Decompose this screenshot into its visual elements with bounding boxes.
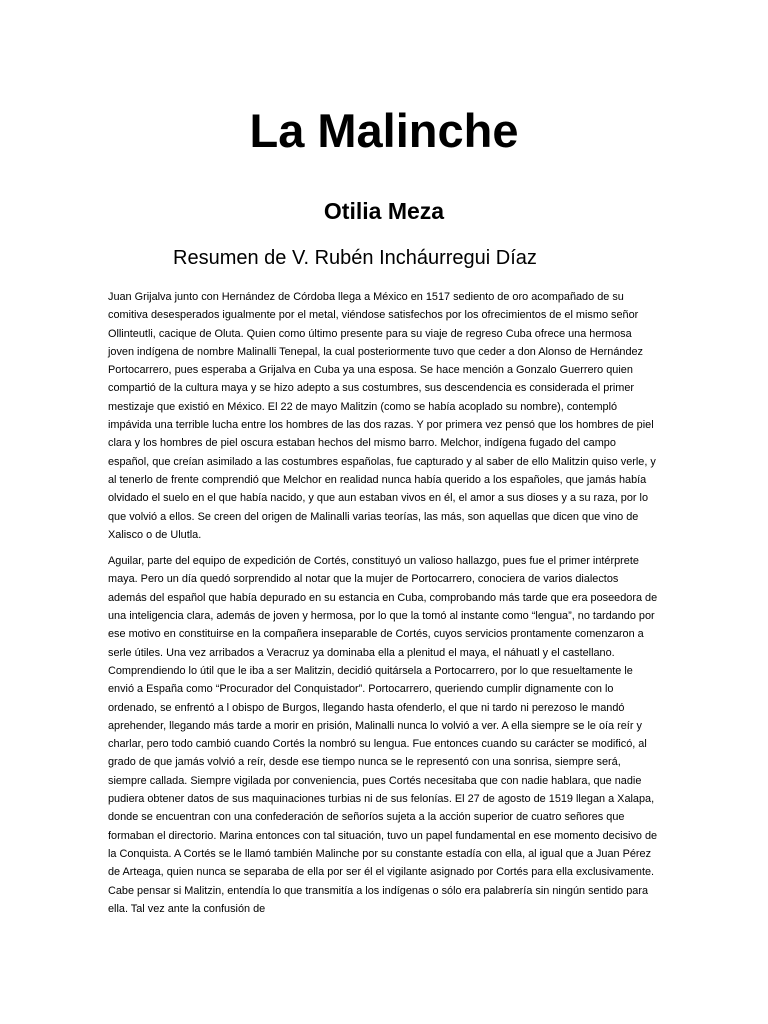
document-title: La Malinche [249,104,519,157]
document-body [108,288,660,918]
document-author: Otilia Meza [323,198,445,224]
paragraph-2: Aguilar, parte del equipo de expedición de Cortés, constituyó un valioso hallazgo, pues fue el primer intérprete maya. Pero un día quedó sorprendido al notar que la mujer de Portocarrero, conociera de varios dialectos además del español que había depurado en su estancia en Cuba, comprobando más tarde que era poseedora de una inteligencia clara, además de joven y hermosa, por lo que la tomó al instante como “lengua”, no tardando por ese motivo en constituirse en la compañera inseparable de Cortés, cuyos servicios prontamente comenzaron a serle útiles. Una vez arribados a Veracruz ya dominaba ella a plenitud el maya, el náhuatl y el castellano. Comprendiendo lo útil que le iba a ser Malitzin, decidió quitársela a Portocarrero, por lo que resueltamente le envió a España como “Procurador del Conquistador”. Portocarrero, queriendo cumplir dignamente con lo ordenado, se enfrentó a l obispo de Burgos, llegando hasta ofenderlo, el que ni tardo ni perezoso le mandó aprehender, llegando más tarde a morir en prisión, Malinalli nunca lo volvió a ver. A ella siempre se le oía reír y charlar, pero todo cambió cuando Cortés la nombró su lengua. Fue entonces cuando su carácter se modificó, al grado de que jamás volvió a reír, desde ese tiempo nunca se le representó con una sonrisa, siempre será, siempre callada. Siempre vigilada por conveniencia, pues Cortés necesitaba que con nadie hablara, que nadie pudiera obtener datos de sus maquinaciones turbias ni de sus felonías. El 27 de agosto de 1519 llegan a Xalapa, donde se encuentran con una confederación de señoríos sujeta a la acción superior de cuatro señores que formaban el directorio. Marina entonces con tal situación, tuvo un papel fundamental en ese momento decisivo de la Conquista. A Cortés se le llamó también Malinche por su constante estadía con ella, al igual que a Juan Pérez de Arteaga, quien nunca se separaba de ella por ser él el vigilante asignado por Cortés para ella exclusivamente. Cabe pensar si Malitzin, entendía lo que transmitía a los indígenas o sólo era palabrería sin ningún sentido para ella. Tal vez ante la confusión de [108,555,658,915]
paragraph-1: Juan Grijalva junto con Hernández de Córdoba llega a México en 1517 sediento de oro acompañado de su comitiva desesperados igualmente por el metal, viéndose satisfechos por los ofrecimientos de el mismo señor Ollinteutli, cacique de Oluta. Quien como último presente para su viaje de regreso Cuba ofrece una hermosa joven indígena de nombre Malinalli Tenepal, la cual posteriormente tuvo que ceder a don Alonso de Hernández Portocarrero, pues esperaba a Grijalva en Cuba ya una esposa. Se hace mención a Gonzalo Guerrero quien compartió de la cultura maya y se hizo adepto a sus costumbres, sus descendencia es considerada el primer mestizaje que existió en México. El 22 de mayo Malitzin (como se había acoplado su nombre), contempló impávida una terrible lucha entre los hombres de las dos razas. Y por primera vez pensó que los hombres de piel clara y los hombres de piel oscura estaban hechos del mismo barro. Melchor, indígena fugado del campo español, que creían asimilado a las costumbres españolas, fue capturado y al saber de ello Malitzin quiso verle, y al tenerlo de frente comprendió que Melchor en realidad nunca había querido a los españoles, que jamás había olvidado el suelo en el que había nacido, y que aun estaban vivos en él, el amor a sus dioses y a su raza, por lo que volvió a ellos. Se creen del origen de Malinalli varias teorías, las más, son aquellas que dicen que vino de Xalisco o de Ulutla. [108,291,656,541]
document-subtitle: Resumen de V. Rubén Incháurregui Díaz [173,247,537,269]
